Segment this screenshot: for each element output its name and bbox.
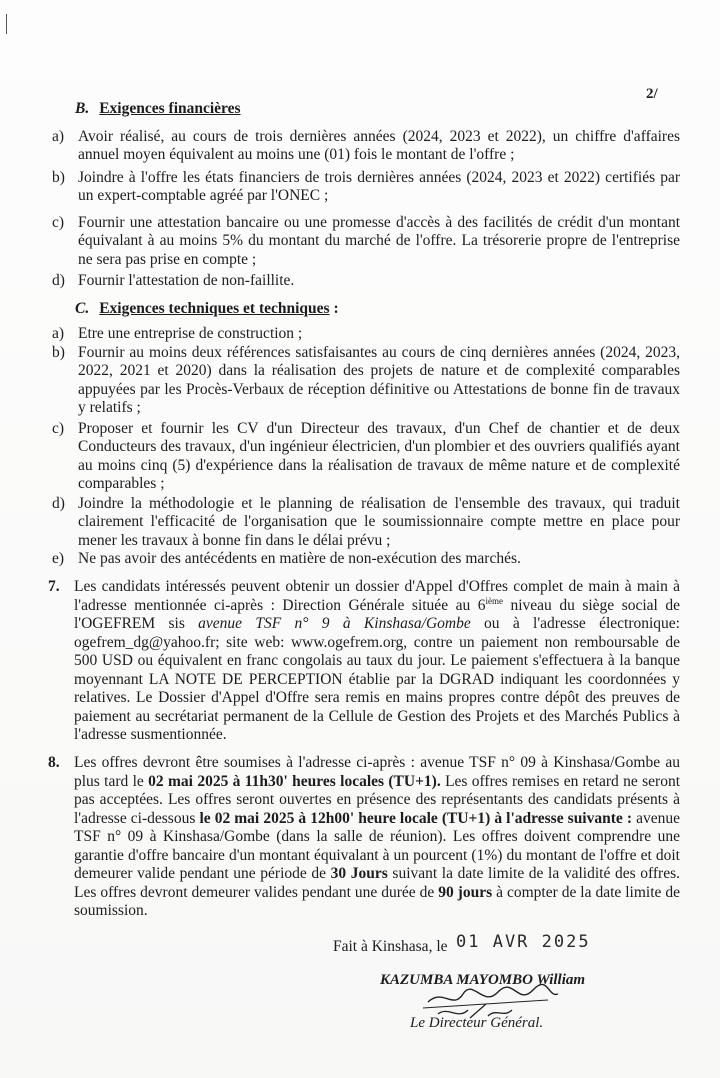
text-run: à compter de la date limite de soumission. [74,883,680,919]
item-mark: b) [52,169,65,186]
item-text: Fournir au moins deux références satisfaisantes au cours de cinq dernières années (2024, 2023, 2022, 2021 et 2020) dans la réalisation des projets de nature et de complexité comparables appuyées par les Procès-Verbaux de réception définitive ou Attestations de bonne fin de travaux y relatifs ; [78,344,680,416]
list-item [52,344,680,417]
text-run: Les offres devront être soumises à l'adresse ci-après : avenue TSF n° 09 à Kinshasa/Gombe au plus tard le [74,754,680,790]
item-mark: b) [52,344,65,361]
section-b-heading [75,100,241,118]
paragraph-number: 8. [48,754,60,771]
item-text: Fournir une attestation bancaire ou une promesse d'accès à des facilités de crédit d'un montant équivalant à au moins 5% du montant du marché de l'offre. La trésorerie propre de l'entreprise ne sera pas prise en compte ; [78,214,680,268]
list-item [52,214,680,269]
item-mark: c) [52,420,65,437]
list-item [52,169,680,206]
item-mark: a) [52,325,65,342]
list-item [52,420,680,493]
item-text: Etre une entreprise de construction ; [78,325,303,342]
item-text: Ne pas avoir des antécédents en matière de non-exécution des marchés. [78,550,521,567]
validity-bold: 30 Jours [330,865,388,882]
section-b-title: Exigences financières [99,100,241,117]
opening-bold: le 02 mai 2025 à 12h00' heure locale (TU+1) à l'adresse suivante : [199,809,633,827]
section-c-heading [75,300,339,318]
scan-edge-mark [6,14,7,34]
deadline-bold: 02 mai 2025 à 11h30' heures locales (TU+1). [148,772,441,790]
place-line: Fait à Kinshasa, le [333,938,448,955]
duration-bold: 90 jours [438,883,493,901]
address-italic: avenue TSF n° 9 à Kinshasa/Gombe [198,615,471,632]
paragraph-8 [48,754,680,921]
text-run: suivant la date limite de la validité des offres. Les offres devront demeurer valides pendant une durée de [74,865,680,901]
paragraph-number: 7. [48,578,60,595]
text-run: ou à l'adresse électronique: ogefrem_dg@yahoo.fr; site web: www.ogefrem.org, contre un paiement non remboursable de 500 USD ou équivalent en franc congolais au taux du jour. Le paiement s'effectuera à la banque moyennant LA NOTE DE PERCEPTION établie par la DGRAD indiquant les coordonnées y relatives. Le Dossier d'Appel d'Offre sera remis en mains propres contre dépôt des preuves de paiement au secrétariat permanent de la Cellule de Gestion des Projets et des Marchés Publics à l'adresse susmentionnée. [74,615,680,743]
item-mark: d) [52,495,65,512]
text-run: Les offres remises en retard ne seront pas acceptées. Les offres seront ouvertes en présence des représentants des candidats présents à l'adresse ci-dessous [74,772,681,827]
item-mark: c) [52,214,65,231]
item-text: Fournir l'attestation de non-faillite. [78,272,295,289]
item-mark: a) [52,128,65,145]
paragraph-7 [48,578,680,745]
signer-role: Le Directeur Général. [410,1015,544,1031]
list-item [52,550,680,568]
stamped-date: 01 AVR 2025 [456,932,591,952]
superscript: ième [485,595,503,606]
section-c-suffix: : [329,300,339,317]
section-b-letter: B. [75,100,90,117]
text-run: avenue TSF n° 09 à Kinshasa/Gombe (dans la salle de réunion). Les offres doivent comprendre une garantie d'offre bancaire d'un montant équivalant à un pourcent (1%) du montant de l'offre et doit demeurer valide pendant une période de [74,809,680,882]
text-run: niveau du siège social de l'OGEFREM sis [74,596,680,632]
signer-name: KAZUMBA MAYOMBO William [380,972,586,988]
item-text: Proposer et fournir les CV d'un Directeur des travaux, d'un Chef de chantier et de deux Conducteurs des travaux, d'un ingénieur électricien, d'un plombier et des ouvriers qualifiés ayant au moins cinq (5) d'expérience dans la réalisation de travaux de même nature et de complexité comparables ; [78,420,680,492]
paragraph-text [74,754,680,921]
section-c-letter: C. [75,300,90,317]
text-run: Les candidats intéressés peuvent obtenir un dossier d'Appel d'Offres complet de main à main à l'adresse mentionnée ci-après : Direction Générale située au 6 [74,578,680,614]
item-mark: e) [52,550,65,567]
paragraph-text [74,578,680,745]
item-text: Joindre à l'offre les états financiers de trois dernières années (2024, 2023 et 2022) certifiés par un expert-comptable agréé par l'ONEC ; [78,169,680,205]
list-item [52,495,680,550]
list-item [52,272,680,290]
section-c-title: Exigences techniques et techniques [99,300,330,317]
item-text: Avoir réalisé, au cours de trois dernières années (2024, 2023 et 2022), un chiffre d'affaires annuel moyen équivalent au moins une (01) fois le montant de l'offre ; [78,128,680,164]
list-item [52,325,680,343]
item-text: Joindre la méthodologie et le planning de réalisation de l'ensemble des travaux, qui traduit clairement l'efficacité de l'organisation que le soumissionnaire compte mettre en place pour mener les travaux à bonne fin dans le délai prévu ; [78,495,680,549]
page-number: 2/ [646,86,658,102]
list-item [52,128,680,165]
item-mark: d) [52,272,65,289]
